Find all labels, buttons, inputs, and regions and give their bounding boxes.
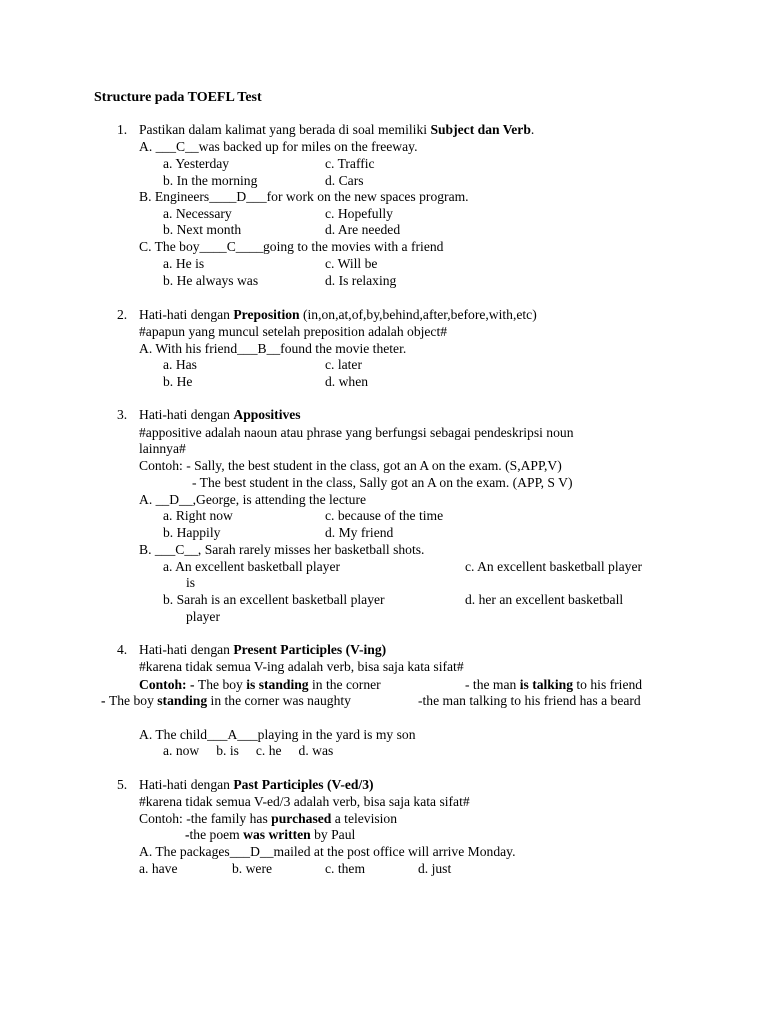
question-1b: B. Engineers____D___for work on the new spaces program.: [139, 189, 469, 204]
option-3b-a: a. An excellent basketball player: [163, 559, 341, 574]
option-1a-a: a. Yesterday: [163, 156, 230, 171]
option-3a-c: c. because of the time: [325, 508, 444, 523]
section-4-example-3: - The boy standing in the corner was naughty: [101, 693, 351, 708]
option-5a-b: b. were: [232, 861, 273, 876]
section-2-note: #apapun yang muncul setelah preposition adalah object#: [139, 324, 448, 339]
section-3-intro: Hati-hati dengan Appositives: [139, 407, 301, 422]
option-5a-a: a. have: [139, 861, 178, 876]
section-4-example-4: -the man talking to his friend has a beard: [418, 693, 641, 708]
question-2a: A. With his friend___B__found the movie theter.: [139, 341, 407, 356]
section-3-note-line1: #appositive adalah naoun atau phrase yang berfungsi sebagai pendeskripsi noun: [139, 425, 574, 440]
section-3-note-line2: lainnya#: [139, 441, 186, 456]
section-1-number: 1.: [117, 122, 128, 137]
section-4-note: #karena tidak semua V-ing adalah verb, bisa saja kata sifat#: [139, 659, 464, 674]
section-5-example-2: -the poem was written by Paul: [185, 827, 356, 842]
option-1b-c: c. Hopefully: [325, 206, 393, 221]
section-2-intro: Hati-hati dengan Preposition (in,on,at,of,by,behind,after,before,with,etc): [139, 307, 537, 322]
section-3-number: 3.: [117, 407, 128, 422]
option-1c-c: c. Will be: [325, 256, 378, 271]
section-4-example-2: - the man is talking to his friend: [465, 677, 643, 692]
option-2a-a: a. Has: [163, 357, 197, 372]
option-1b-b: b. Next month: [163, 222, 242, 237]
section-5-number: 5.: [117, 777, 128, 792]
option-3b-b: b. Sarah is an excellent basketball player: [163, 592, 385, 607]
options-4a: a. now b. is c. he d. was: [163, 743, 334, 758]
section-4-number: 4.: [117, 642, 128, 657]
option-1c-d: d. Is relaxing: [325, 273, 397, 288]
question-1a: A. ___C__was backed up for miles on the freeway.: [139, 139, 418, 154]
section-5-example-1: Contoh: -the family has purchased a television: [139, 811, 398, 826]
section-1-intro: Pastikan dalam kalimat yang berada di soal memiliki Subject dan Verb.: [139, 122, 535, 137]
option-1b-a: a. Necessary: [163, 206, 232, 221]
option-1b-d: d. Are needed: [325, 222, 401, 237]
question-3a: A. __D__,George, is attending the lecture: [139, 492, 367, 507]
section-5-intro: Hati-hati dengan Past Participles (V-ed/3): [139, 777, 374, 792]
option-2a-d: d. when: [325, 374, 369, 389]
section-4-example-1: Contoh: - The boy is standing in the corner: [139, 677, 381, 692]
option-3b-b-cont: player: [186, 609, 220, 624]
option-5a-d: d. just: [418, 861, 452, 876]
option-1c-b: b. He always was: [163, 273, 259, 288]
option-5a-c: c. them: [325, 861, 366, 876]
question-1c: C. The boy____C____going to the movies with a friend: [139, 239, 444, 254]
option-3a-b: b. Happily: [163, 525, 221, 540]
option-3b-a-cont: is: [186, 575, 196, 590]
option-3b-c: c. An excellent basketball player: [465, 559, 643, 574]
section-3-example-1: Contoh: - Sally, the best student in the class, got an A on the exam. (S,APP,V): [139, 458, 562, 473]
option-1a-d: d. Cars: [325, 173, 364, 188]
option-1a-b: b. In the morning: [163, 173, 258, 188]
section-4-intro: Hati-hati dengan Present Participles (V-ing): [139, 642, 387, 657]
option-1a-c: c. Traffic: [325, 156, 375, 171]
option-3a-a: a. Right now: [163, 508, 233, 523]
question-4a: A. The child___A___playing in the yard is my son: [139, 727, 416, 742]
section-5-note: #karena tidak semua V-ed/3 adalah verb, bisa saja kata sifat#: [139, 794, 470, 809]
option-3a-d: d. My friend: [325, 525, 394, 540]
section-3-example-2: - The best student in the class, Sally got an A on the exam. (APP, S V): [192, 475, 573, 490]
question-3b: B. ___C__, Sarah rarely misses her basketball shots.: [139, 542, 425, 557]
option-2a-c: c. later: [325, 357, 362, 372]
page-title: Structure pada TOEFL Test: [94, 90, 262, 105]
option-3b-d: d. her an excellent basketball: [465, 592, 624, 607]
option-2a-b: b. He: [163, 374, 193, 389]
question-5a: A. The packages___D__mailed at the post office will arrive Monday.: [139, 844, 516, 859]
section-2-number: 2.: [117, 307, 128, 322]
option-1c-a: a. He is: [163, 256, 205, 271]
